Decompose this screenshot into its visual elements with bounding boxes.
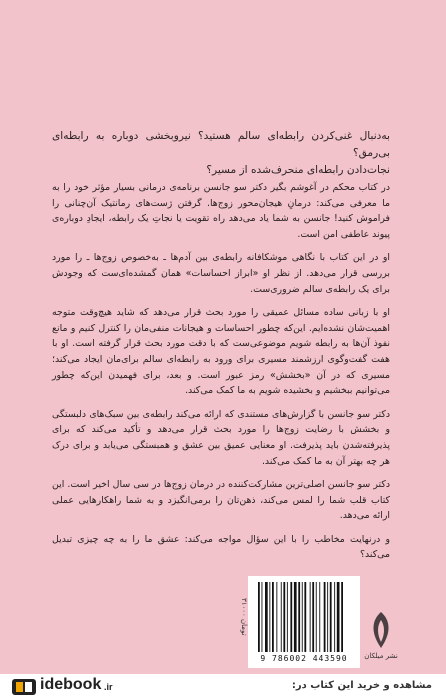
price-label: ۳۱۰۰۰ تومان (240, 598, 248, 636)
watermark-site-name[interactable]: idebook (40, 676, 102, 693)
blurb-paragraph: و درنهایت مخاطب را با این سؤال مواجه می‌کند: عشق ما را به چه چیزی تبدیل می‌کند؟ (52, 533, 390, 561)
blurb-paragraph: دکتر سو جانسن با گزارش‌های مستندی که ارائه می‌کند رابطه‌ی بین سبک‌های دلبستگی و بخشش با رضایت زوج‌ها را مورد بحث قرار می‌دهد و تأکید می‌کند که برای پذیرفته‌شدن باید پذیرفت. او معنایی عمیق بین عشق و همبستگی می‌یابد و برای درک هر چه بهتر آن به ما کمک می‌کند. (52, 408, 390, 467)
question-line: نجات‌دادن رابطه‌ای منحرف‌شده از مسیر؟ (206, 164, 390, 176)
intro-questions (52, 128, 390, 179)
isbn-barcode (248, 576, 360, 668)
blurb-body (52, 180, 390, 571)
watermark-site-tld[interactable]: .ir (104, 682, 113, 692)
question-line: به‌دنبال غنی‌کردن رابطه‌ای سالم هستید؟ نیروبخشی دوباره به رابطه‌ای بی‌رمق؟ (52, 130, 390, 159)
publisher-name: نشر میلکان (364, 652, 398, 660)
publisher-logo-icon (366, 610, 396, 652)
blurb-paragraph: او با زبانی ساده مسائل عمیقی را مورد بحث قرار می‌دهد که شاید هیچ‌وقت متوجه اهمیت‌شان نشده‌ایم. این‌که چطور احساسات و هیجانات منفی‌مان را کنترل کنیم و مانع نفوذ آن‌ها به رابطه شویم موضوعی‌ست که با دقت مورد بحث قرار گرفته است. او با هفت گفت‌وگوی ارزشمند مسیری برای ورود به رابطه‌ای سالم برای‌مان ایجاد می‌کند؛ مسیری که در آن «بخشش» رمز عبور است. و بعد، برای فهمیدن این‌که چطور می‌توانیم ببخشیم و بخشیده شویم به ما کمک می‌کند. (52, 307, 390, 397)
barcode-number: 9 786002 443590 (260, 654, 348, 663)
watermark-banner (0, 674, 446, 700)
barcode-icon (256, 582, 352, 652)
blurb-paragraph: در کتاب محکم در آغوشم بگیر دکتر سو جانسن برنامه‌ی درمانی بسیار مؤثر خود را به ما معرفی می‌کند: درمانِ هیجان‌محور زوج‌ها. گرفتن ژست‌های رمانتیک آن‌چنانی را فراموش کنید! جانسن به شما یاد می‌دهد راه تقویت یا نجاتِ یک رابطه، ایجادِ دوباره‌ی پیوند عاطفی امن است. (52, 182, 390, 240)
blurb-paragraph: او در این کتاب با نگاهی موشکافانه رابطه‌ی بین آدم‌ها ـ به‌خصوص زوج‌ها ـ را مورد بررسی قرار می‌دهد. از نظر او «ابراز احساسات» همان گمشده‌ای‌ست که وجودش برای یک رابطه‌ی سالم ضروری‌ست. (52, 252, 390, 295)
idebook-logo-icon (10, 677, 38, 697)
watermark-caption: مشاهده و خرید این کتاب در: (291, 680, 432, 691)
blurb-paragraph: دکتر سو جانسن اصلی‌ترین مشارکت‌کننده در درمان زوج‌ها در سی سال اخیر است. این کتاب قلب شما را لمس می‌کند، ذهن‌تان را برمی‌انگیزد و به شما راهکارهایی عملی ارائه می‌دهد. (52, 479, 390, 522)
